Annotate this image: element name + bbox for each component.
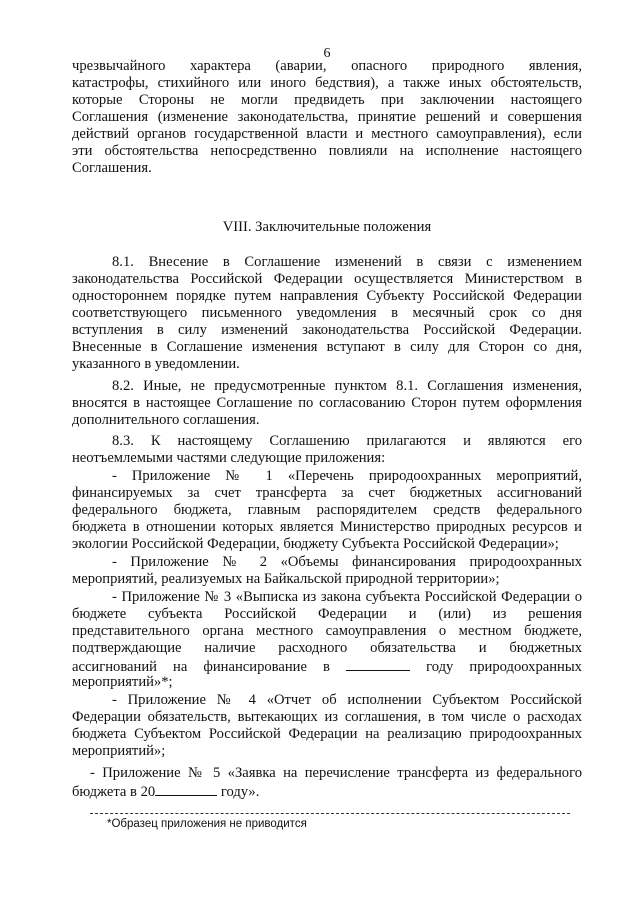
footnote-separator <box>90 813 570 814</box>
text-line: мероприятий»; <box>72 743 166 759</box>
text-line: Соглашения (изменение законодательства, принятие решений и совершения <box>72 109 582 125</box>
appendix-2-first-line: - Приложение № 2 «Объемы финансирования природоохранных <box>112 554 582 570</box>
text-line: подтверждающие наличие расходного обязательства и бюджетных <box>72 640 582 656</box>
text-line: финансируемых за счет трансферта за счет бюджетных ассигнований <box>72 485 582 501</box>
appendix-5-first-line: - Приложение № 5 «Заявка на перечисление трансферта из федерального <box>90 765 582 781</box>
text-line: которые Стороны не могли предвидеть при заключении настоящего <box>72 92 582 108</box>
text-line: бюджета в отношении которых является Министерство природных ресурсов и <box>72 519 582 535</box>
page-number: 6 <box>323 46 331 61</box>
text-line: бюджете субъекта Российской Федерации и (или) из решения <box>72 606 582 622</box>
text-line: законодательства Российской Федерации осуществляется Министерством в <box>72 271 582 287</box>
appendix-4-first-line: - Приложение № 4 «Отчет об исполнении Субъектом Российской <box>112 692 582 708</box>
text-line: экологии Российской Федерации, бюджету Субъекта Российской Федерации»; <box>72 536 559 552</box>
paragraph-8-1-first-line: 8.1. Внесение в Соглашение изменений в связи с изменением <box>112 254 582 270</box>
text-line-with-year-blank <box>72 782 582 799</box>
paragraph-8-2-first-line: 8.2. Иные, не предусмотренные пунктом 8.1. Соглашения изменения, <box>112 378 582 394</box>
year-blank <box>155 782 217 796</box>
appendix-3-first-line: - Приложение № 3 «Выписка из закона субъекта Российской Федерации о <box>112 589 582 605</box>
text-line: указанного в уведомлении. <box>72 356 240 372</box>
text-line: вступления в силу изменений законодательства Российской Федерации. <box>72 322 582 338</box>
footnote: *Образец приложения не приводится <box>107 818 307 830</box>
year-blank <box>346 657 410 671</box>
text-line: мероприятий, реализуемых на Байкальской природной территории»; <box>72 571 500 587</box>
text-line: неотъемлемыми частями следующие приложения: <box>72 450 386 466</box>
paragraph-8-3-first-line: 8.3. К настоящему Соглашению прилагаются и являются его <box>112 433 582 449</box>
text-line: действий органов государственной власти и местного самоуправления), если <box>72 126 582 142</box>
text-line: мероприятий»*; <box>72 674 173 690</box>
text-segment: году». <box>217 784 260 799</box>
text-line: катастрофы, стихийного или иного бедствия), а также иных обстоятельств, <box>72 75 582 91</box>
text-line: дополнительного соглашения. <box>72 412 260 428</box>
text-line: бюджета Субъектом Российской Федерации на реализацию природоохранных <box>72 726 582 742</box>
text-line: эти обстоятельства непосредственно повлияли на исполнение настоящего <box>72 143 582 159</box>
section-heading: VIII. Заключительные положения <box>222 219 432 235</box>
text-segment: году природоохранных <box>426 659 582 674</box>
text-line: представительного органа местного самоуправления о местном бюджете, <box>72 623 582 639</box>
text-line-with-year-blank <box>72 657 582 674</box>
text-line: вносятся в настоящее Соглашение по согласованию Сторон путем оформления <box>72 395 582 411</box>
text-line: Федерации обязательств, вытекающих из соглашения, в том числе о расходах <box>72 709 582 725</box>
text-line: Внесенные в Соглашение изменения вступают в силу для Сторон со дня, <box>72 339 582 355</box>
text-line: одностороннем порядке путем направления Субъекту Российской Федерации <box>72 288 582 304</box>
text-line: федерального бюджета, главным распорядителем средств федерального <box>72 502 582 518</box>
text-segment: ассигнований на финансирование в <box>72 659 330 674</box>
text-line: чрезвычайного характера (аварии, опасного природного явления, <box>72 58 582 74</box>
text-segment: бюджета в 20 <box>72 784 156 799</box>
appendix-1-first-line: - Приложение № 1 «Перечень природоохранных мероприятий, <box>112 468 582 484</box>
text-line: Соглашения. <box>72 160 152 176</box>
text-line: соответствующего письменного уведомления в месячный срок со дня <box>72 305 582 321</box>
